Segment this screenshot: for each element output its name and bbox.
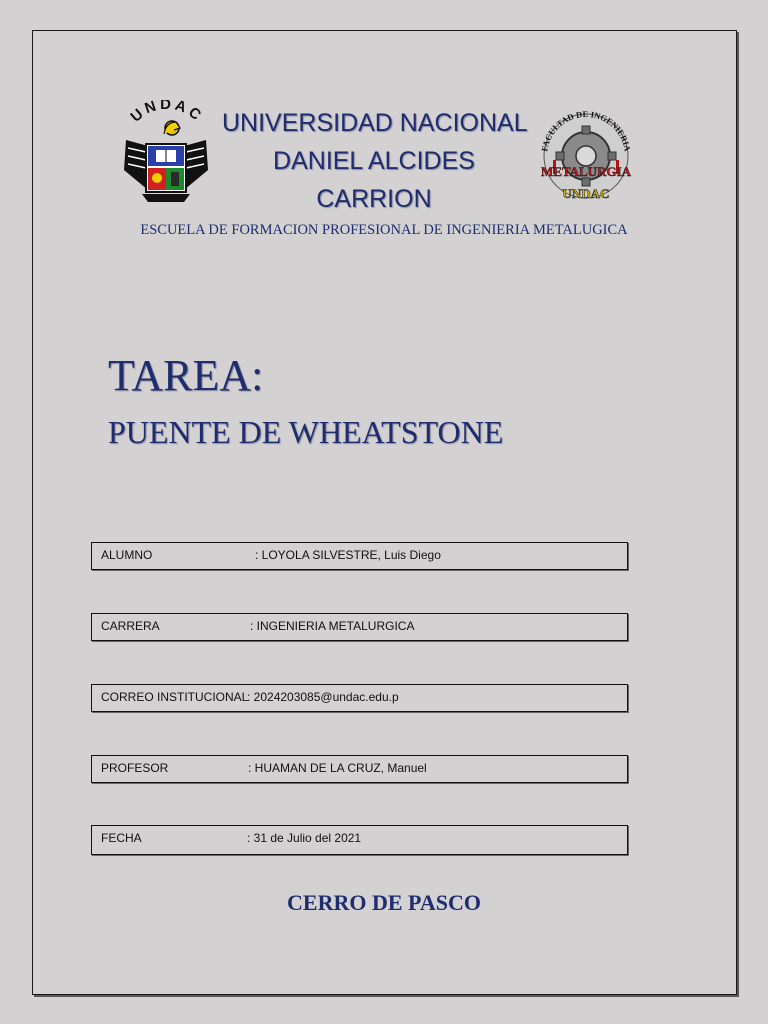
assignment-label: TAREA: — [108, 351, 264, 400]
info-key: CORREO INSTITUCIONAL — [101, 690, 249, 704]
logo-left-textpath: UNDAC — [127, 100, 207, 126]
logo-left-text — [127, 100, 206, 126]
info-row-alumno — [91, 542, 628, 570]
university-line-3: CARRION — [316, 185, 432, 213]
info-row-correo — [91, 684, 628, 712]
info-value: : HUAMAN DE LA CRUZ, Manuel — [248, 761, 427, 775]
info-value: : 2024203085@undac.edu.p — [247, 690, 399, 704]
assignment-title: PUENTE DE WHEATSTONE — [108, 414, 504, 450]
logo-right-textpath: FACULTAD DE INGENIERIA — [539, 108, 633, 153]
info-value: : 31 de Julio del 2021 — [247, 831, 362, 845]
info-key: PROFESOR — [101, 761, 169, 775]
info-row-fecha — [91, 825, 628, 855]
undac-shield-logo — [118, 100, 214, 208]
city-footer: CERRO DE PASCO — [287, 890, 481, 915]
university-line-1: UNIVERSIDAD NACIONAL — [222, 109, 528, 137]
info-row-profesor — [91, 755, 628, 783]
info-key: ALUMNO — [101, 548, 153, 562]
info-key: CARRERA — [101, 619, 160, 633]
metalurgia-seal-logo — [533, 104, 639, 210]
university-line-2: DANIEL ALCIDES — [273, 147, 475, 175]
university-title — [222, 104, 526, 218]
info-value: : LOYOLA SILVESTRE, Luis Diego — [255, 548, 441, 562]
info-key: FECHA — [101, 831, 142, 845]
logo-right-mid-text: METALURGIA — [540, 164, 632, 179]
info-value: : INGENIERIA METALURGICA — [250, 619, 415, 633]
logo-right-bottom-text: UNDAC — [562, 186, 610, 201]
school-name: ESCUELA DE FORMACION PROFESIONAL DE INGENIERIA METALUGICA — [140, 222, 628, 238]
info-row-carrera — [91, 613, 628, 641]
